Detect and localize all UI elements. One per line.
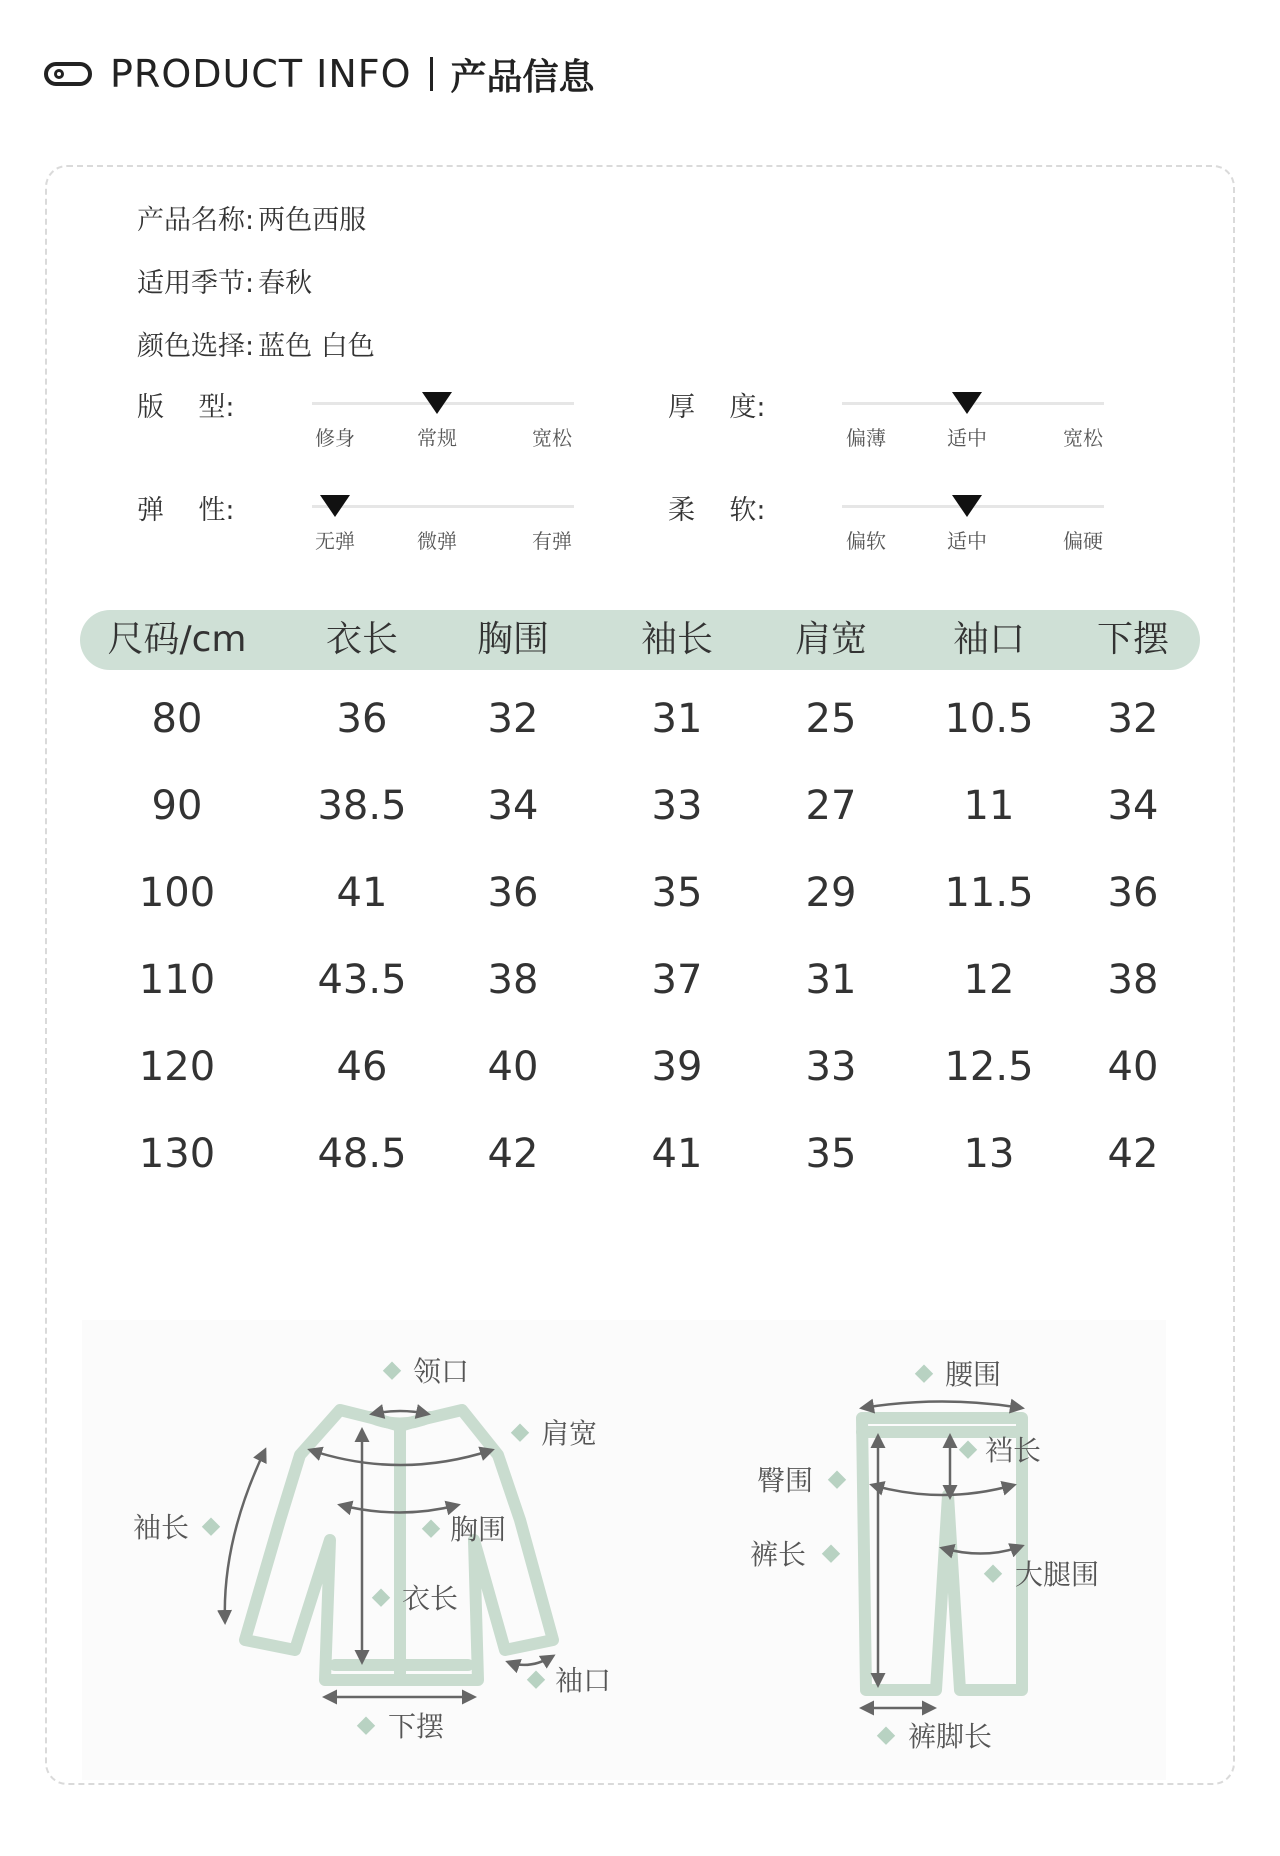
label-shoulder: 肩宽	[541, 1417, 598, 1450]
table-cell: 32	[1107, 696, 1159, 742]
title-english: PRODUCT INFO	[110, 52, 412, 96]
table-cell: 27	[805, 783, 857, 829]
table-cell: 32	[487, 696, 539, 742]
scale-option: 微弹	[417, 529, 457, 553]
table-cell: 80	[151, 696, 203, 742]
label-pants-length: 裤长	[750, 1538, 807, 1571]
label-sleeve: 袖长	[133, 1511, 190, 1544]
label-waist: 腰围	[945, 1358, 1002, 1391]
table-header-cell: 袖长	[640, 619, 714, 660]
table-cell: 12	[963, 957, 1015, 1003]
label-hem: 下摆	[388, 1710, 445, 1743]
page-header	[44, 50, 595, 98]
table-cell: 33	[651, 783, 703, 829]
info-value: 蓝色 白色	[258, 331, 375, 362]
scale-label-elasticity: 弹 性:	[137, 495, 235, 526]
table-cell: 40	[487, 1044, 539, 1090]
table-cell: 40	[1107, 1044, 1159, 1090]
table-cell: 34	[487, 783, 539, 829]
pill-toggle-icon	[44, 62, 92, 86]
table-header-cell: 尺码/cm	[107, 619, 247, 660]
info-season	[137, 261, 312, 300]
table-cell: 35	[651, 870, 703, 916]
table-cell: 33	[805, 1044, 857, 1090]
scale-option: 修身	[315, 426, 355, 450]
table-cell: 35	[805, 1131, 857, 1177]
table-cell: 46	[336, 1044, 388, 1090]
info-product-name	[137, 198, 366, 237]
table-cell: 43.5	[317, 957, 407, 1003]
scale-option: 偏软	[846, 529, 886, 553]
table-cell: 41	[336, 870, 388, 916]
label-rise: 裆长	[985, 1434, 1042, 1467]
table-cell: 25	[805, 696, 857, 742]
table-cell: 29	[805, 870, 857, 916]
label-hip: 臀围	[757, 1464, 814, 1497]
label-thigh: 大腿围	[1015, 1558, 1100, 1591]
table-header-cell: 衣长	[325, 619, 399, 660]
table-header-cell: 胸围	[476, 619, 550, 660]
scale-option: 宽松	[1063, 426, 1103, 450]
label-chest: 胸围	[450, 1513, 507, 1546]
measurement-diagram-panel	[82, 1320, 1166, 1780]
table-cell: 48.5	[317, 1131, 407, 1177]
table-header-cell: 下摆	[1096, 619, 1170, 660]
scale-marker-elasticity	[320, 495, 350, 517]
table-cell: 34	[1107, 783, 1159, 829]
table-cell: 36	[1107, 870, 1159, 916]
table-cell: 11	[963, 783, 1015, 829]
table-cell: 38.5	[317, 783, 407, 829]
table-cell: 100	[138, 870, 216, 916]
scale-option: 适中	[947, 426, 987, 450]
scale-option: 有弹	[532, 529, 572, 553]
table-cell: 42	[1107, 1131, 1159, 1177]
table-cell: 12.5	[944, 1044, 1034, 1090]
info-colors	[137, 324, 375, 363]
table-header-cell: 肩宽	[794, 619, 868, 660]
table-cell: 90	[151, 783, 203, 829]
table-cell: 110	[138, 957, 216, 1003]
label-leg-opening: 裤脚长	[908, 1720, 993, 1753]
table-cell: 31	[805, 957, 857, 1003]
table-cell: 10.5	[944, 696, 1034, 742]
table-cell: 41	[651, 1131, 703, 1177]
table-cell: 39	[651, 1044, 703, 1090]
info-label: 适用季节:	[137, 268, 255, 299]
label-cuff: 袖口	[555, 1664, 612, 1697]
info-value: 两色西服	[258, 205, 367, 236]
scale-option: 适中	[947, 529, 987, 553]
scale-option: 常规	[417, 426, 457, 450]
scale-marker-thickness	[952, 392, 982, 414]
scale-option: 偏硬	[1063, 529, 1103, 553]
info-label: 颜色选择:	[137, 331, 255, 362]
scale-option: 偏薄	[846, 426, 886, 450]
scale-label-fit: 版 型:	[137, 392, 235, 423]
table-cell: 37	[651, 957, 703, 1003]
title-chinese: 产品信息	[450, 56, 595, 98]
table-cell: 31	[651, 696, 703, 742]
title-divider	[430, 57, 433, 91]
scale-option: 宽松	[532, 426, 572, 450]
label-collar: 领口	[413, 1355, 470, 1388]
table-cell: 36	[336, 696, 388, 742]
table-cell: 38	[487, 957, 539, 1003]
table-header-cell: 袖口	[952, 619, 1026, 660]
scale-label-thickness: 厚 度:	[668, 392, 766, 423]
table-cell: 36	[487, 870, 539, 916]
scale-track-elasticity	[312, 505, 574, 508]
table-cell: 130	[138, 1131, 216, 1177]
info-value: 春秋	[258, 268, 313, 299]
scale-label-softness: 柔 软:	[668, 495, 766, 526]
table-cell: 38	[1107, 957, 1159, 1003]
label-length: 衣长	[402, 1582, 459, 1615]
info-label: 产品名称:	[137, 205, 255, 236]
scale-marker-fit	[422, 392, 452, 414]
table-cell: 11.5	[944, 870, 1034, 916]
table-cell: 120	[138, 1044, 216, 1090]
scale-marker-softness	[952, 495, 982, 517]
table-cell: 13	[963, 1131, 1015, 1177]
scale-option: 无弹	[315, 529, 355, 553]
table-cell: 42	[487, 1131, 539, 1177]
